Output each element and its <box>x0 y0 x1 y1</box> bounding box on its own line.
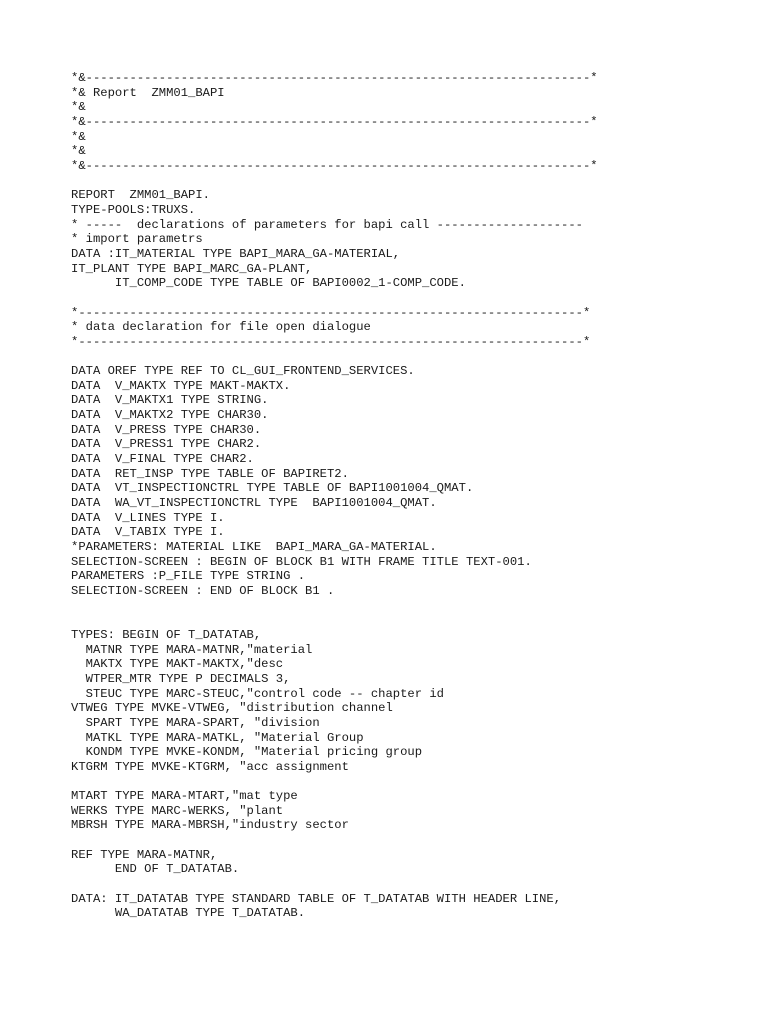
code-line: DATA V_FINAL TYPE CHAR2. <box>71 452 254 467</box>
code-line: TYPE-POOLS:TRUXS. <box>71 202 196 217</box>
code-line: DATA V_PRESS TYPE CHAR30. <box>71 422 262 437</box>
code-line: DATA WA_VT_INSPECTIONCTRL TYPE BAPI1001004_QMAT. <box>71 496 437 511</box>
code-line: KTGRM TYPE MVKE-KTGRM, "acc assignment <box>71 759 349 774</box>
code-line: DATA OREF TYPE REF TO CL_GUI_FRONTEND_SERVICES. <box>71 364 415 379</box>
code-line: WTPER_MTR TYPE P DECIMALS 3, <box>71 671 291 686</box>
code-line <box>71 877 751 892</box>
code-line: DATA V_MAKTX1 TYPE STRING. <box>71 393 269 408</box>
code-line: * import parametrs <box>71 232 203 247</box>
code-line: MATNR TYPE MARA-MATNR,"material <box>71 642 313 657</box>
code-line: DATA V_PRESS1 TYPE CHAR2. <box>71 437 262 452</box>
code-line: DATA RET_INSP TYPE TABLE OF BAPIRET2. <box>71 466 349 481</box>
code-line: DATA V_LINES TYPE I. <box>71 510 225 525</box>
code-line: DATA V_MAKTX2 TYPE CHAR30. <box>71 408 269 423</box>
code-line: DATA: IT_DATATAB TYPE STANDARD TABLE OF T_DATATAB WITH HEADER LINE, <box>71 891 562 906</box>
code-line: REPORT ZMM01_BAPI. <box>71 188 210 203</box>
code-line: *& <box>71 144 86 159</box>
code-line: WERKS TYPE MARC-WERKS, "plant <box>71 803 284 818</box>
code-line: *& <box>71 100 86 115</box>
code-line: SELECTION-SCREEN : BEGIN OF BLOCK B1 WITH FRAME TITLE TEXT-001. <box>71 554 532 569</box>
code-line <box>71 174 751 189</box>
code-line: IT_COMP_CODE TYPE TABLE OF BAPI0002_1-COMP_CODE. <box>71 276 466 291</box>
code-line: *&---------------------------------------------------------------------* <box>71 114 598 129</box>
code-line: *&---------------------------------------------------------------------* <box>71 71 598 85</box>
code-line: * data declaration for file open dialogue <box>71 320 371 335</box>
code-line: DATA V_TABIX TYPE I. <box>71 525 225 540</box>
code-line: REF TYPE MARA-MATNR, <box>71 847 218 862</box>
code-line: MATKL TYPE MARA-MATKL, "Material Group <box>71 730 364 745</box>
code-line: DATA V_MAKTX TYPE MAKT-MAKTX. <box>71 378 291 393</box>
code-line: * ----- declarations of parameters for bapi call -------------------- <box>71 217 583 232</box>
code-line: SPART TYPE MARA-SPART, "division <box>71 715 320 730</box>
code-line: *&---------------------------------------------------------------------* <box>71 158 598 173</box>
code-line: MAKTX TYPE MAKT-MAKTX,"desc <box>71 657 284 672</box>
code-line: VTWEG TYPE MVKE-VTWEG, "distribution channel <box>71 701 393 716</box>
code-line: TYPES: BEGIN OF T_DATATAB, <box>71 627 262 642</box>
code-line <box>71 833 751 848</box>
code-line: STEUC TYPE MARC-STEUC,"control code -- chapter id <box>71 686 444 701</box>
code-line: DATA :IT_MATERIAL TYPE BAPI_MARA_GA-MATERIAL, <box>71 246 401 261</box>
code-line: *PARAMETERS: MATERIAL LIKE BAPI_MARA_GA-MATERIAL. <box>71 540 437 554</box>
code-line: *---------------------------------------------------------------------* <box>71 305 591 320</box>
code-line <box>71 291 751 306</box>
code-line: MBRSH TYPE MARA-MBRSH,"industry sector <box>71 818 349 833</box>
code-line <box>71 349 751 364</box>
code-line: *---------------------------------------------------------------------* <box>71 334 591 349</box>
code-line: SELECTION-SCREEN : END OF BLOCK B1 . <box>71 583 335 598</box>
code-line: *& Report ZMM01_BAPI <box>71 85 225 100</box>
code-line <box>71 613 751 628</box>
code-line: WA_DATATAB TYPE T_DATATAB. <box>71 906 306 921</box>
code-line: MTART TYPE MARA-MTART,"mat type <box>71 789 298 804</box>
code-line: PARAMETERS :P_FILE TYPE STRING . <box>71 569 306 584</box>
code-line: *& <box>71 129 86 144</box>
code-line <box>71 599 751 614</box>
code-line: DATA VT_INSPECTIONCTRL TYPE TABLE OF BAPI1001004_QMAT. <box>71 481 474 496</box>
code-listing <box>71 71 751 921</box>
code-line <box>71 775 751 790</box>
code-line: KONDM TYPE MVKE-KONDM, "Material pricing group <box>71 745 423 760</box>
code-line: IT_PLANT TYPE BAPI_MARC_GA-PLANT, <box>71 261 313 276</box>
code-line: END OF T_DATATAB. <box>71 862 240 877</box>
